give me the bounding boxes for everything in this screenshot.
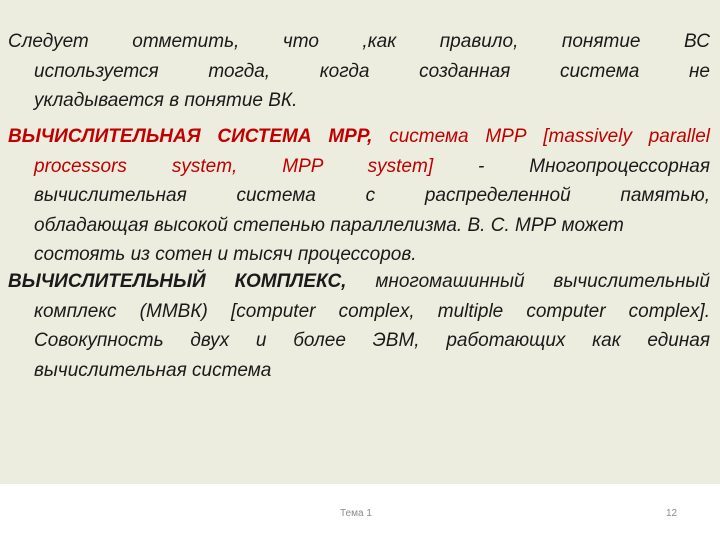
text-line: Следует отметить, что ,как правило, понятие ВС	[8, 31, 710, 52]
text-line	[8, 152, 710, 182]
text-line: вычислительная система с распределенной памятью,	[34, 185, 710, 206]
term-mpp: ВЫЧИСЛИТЕЛЬНАЯ СИСТЕМА МРР,	[8, 126, 373, 147]
term-complex: ВЫЧИСЛИТЕЛЬНЫЙ КОМПЛЕКС,	[8, 271, 347, 292]
paragraph-complex-definition	[8, 267, 710, 385]
text-line: вычислительная система	[34, 359, 272, 381]
term-mpp-rest: система МРР [massively parallel	[372, 126, 710, 147]
term-complex-rest: многомашинный вычислительный	[346, 271, 710, 292]
footer-topic: Тема 1	[340, 508, 372, 519]
text-line: укладывается в понятие ВК.	[34, 90, 298, 111]
definition-start: - Многопроцессорная	[433, 155, 710, 177]
text-line	[8, 267, 710, 297]
english-term: processors system, MPP system]	[34, 155, 434, 177]
text-line	[8, 122, 710, 152]
text-line: используется тогда, когда созданная система не	[34, 60, 710, 82]
paragraph-vs-note	[8, 27, 710, 116]
text-line: комплекс (ММВК) [computer complex, multiple computer complex].	[34, 300, 710, 322]
text-line: обладающая высокой степенью параллелизма. В. С. МРР может	[34, 214, 624, 236]
text-line: Совокупность двух и более ЭВМ, работающих как единая	[34, 330, 710, 351]
paragraph-mpp-definition	[8, 122, 710, 270]
page-number: 12	[666, 508, 678, 519]
text-line: состоять из сотен и тысяч процессоров.	[34, 244, 417, 265]
